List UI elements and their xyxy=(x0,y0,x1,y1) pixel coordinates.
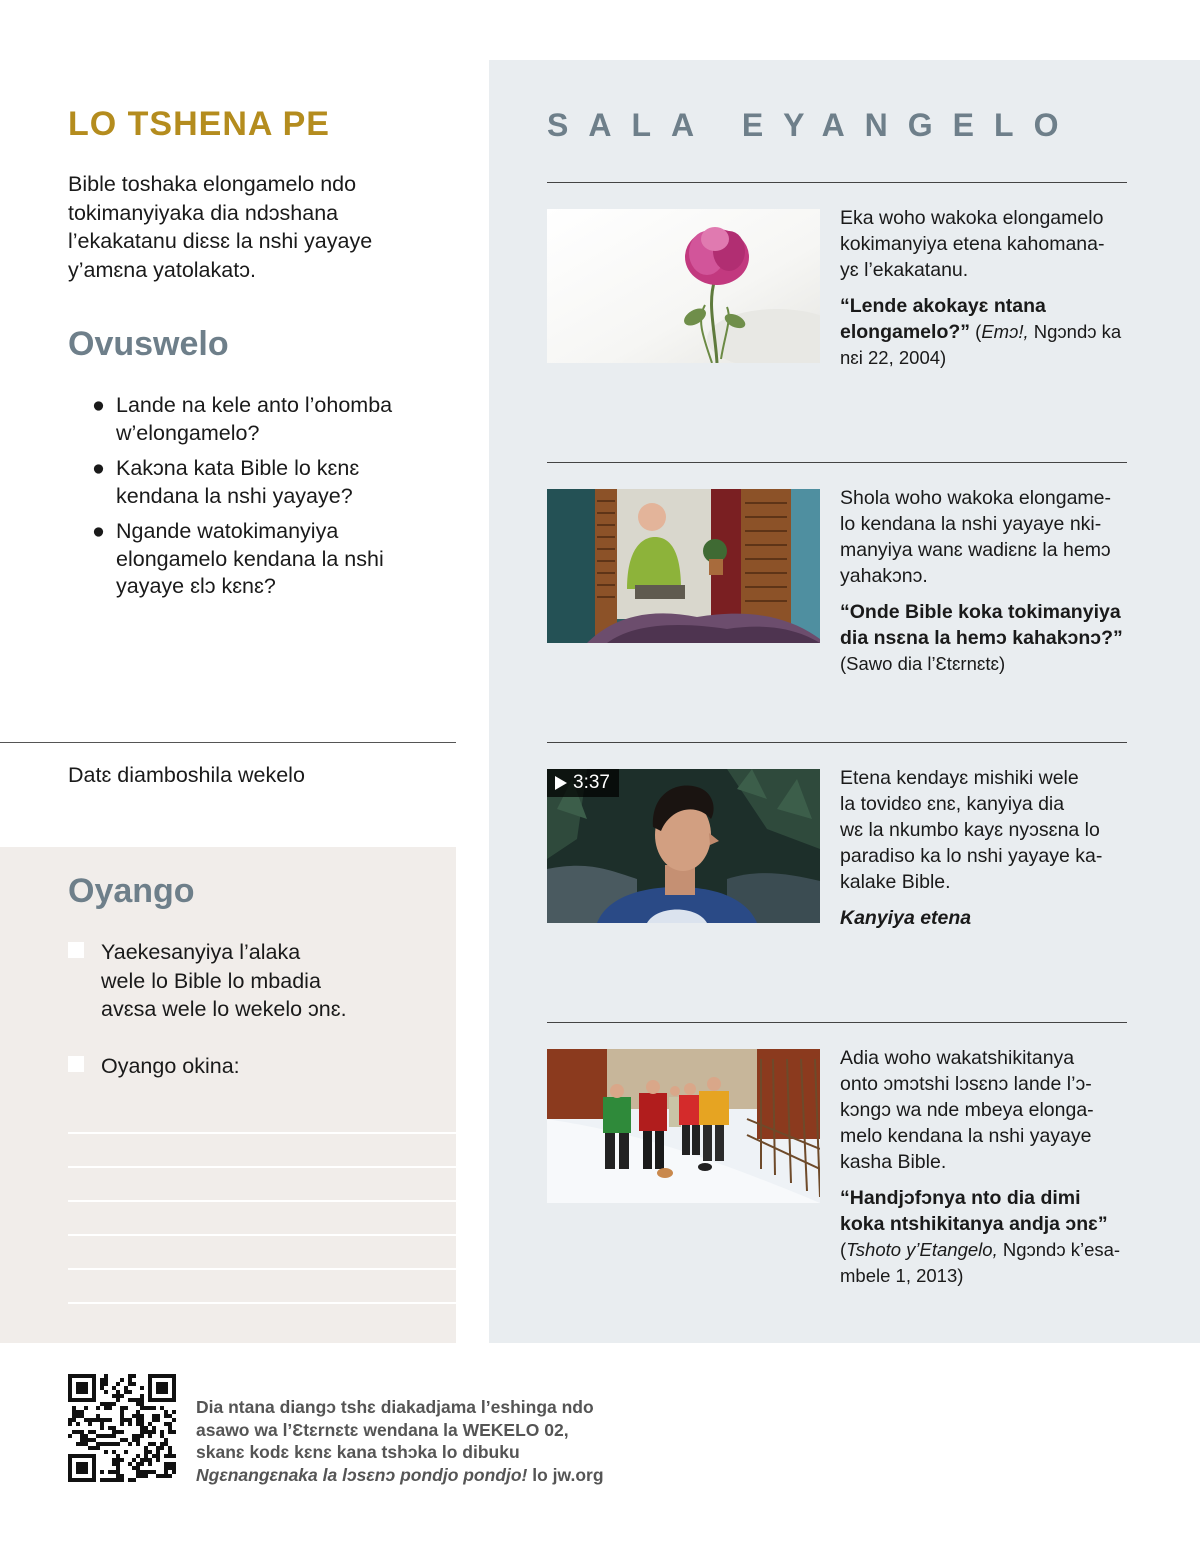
explore-title: SALA EYANGELO xyxy=(547,107,1079,143)
question-item: ● Kakɔna kata Bible lo kɛnɛ kendana la nshi yayaye? xyxy=(92,456,360,508)
question-item: ● Ngande watokimanyiya elongamelo kendana la nshi yayaye ɛlɔ kɛnɛ? xyxy=(92,519,384,598)
writing-line[interactable] xyxy=(68,1302,456,1304)
article-link[interactable]: “Handjɔfɔnya nto dia dimi koka ntshikitanya andja ɔnɛ” (Tshoto y’Etangelo, Ngɔndɔ k’esa- mbele 1, 2013) xyxy=(840,1187,1121,1286)
divider xyxy=(547,742,1127,743)
man-window-photo[interactable] xyxy=(547,489,820,643)
jw-org-link[interactable]: Ngɛnangɛnaka la lɔsɛnɔ pondjo pondjo! lo jw.org xyxy=(196,1465,604,1486)
goal-checkbox[interactable] xyxy=(68,1056,84,1072)
goal-item: Yaekesanyiya l’alaka wele lo Bible lo mbadia avɛsa wele lo wekelo ɔnɛ. xyxy=(68,938,398,1028)
qr-code-icon[interactable] xyxy=(68,1374,176,1482)
goal-checkbox[interactable] xyxy=(68,942,84,958)
article-link[interactable]: “Onde Bible koka tokimanyiya dia nsɛna la hemɔ kahakɔnɔ?” (Sawo dia l’Ɛtɛrnɛtɛ) xyxy=(840,601,1123,674)
divider xyxy=(547,462,1127,463)
writing-line[interactable] xyxy=(68,1132,456,1134)
video-man-photo[interactable] xyxy=(547,769,820,923)
item-description: Shola woho wakoka elongame- lo kendana la nshi yayaye nki- manyiya wanɛ wadiɛnɛ la hemɔ yahakɔnɔ. xyxy=(840,487,1112,587)
summary-text: Bible toshaka elongamelo ndo tokimanyiyaka dia ndɔshana l’ekakatanu diɛsɛ la nshi yayaye y’amɛna yatolakatɔ. xyxy=(68,172,373,282)
explore-item xyxy=(840,485,1130,677)
goal-item: Oyango okina: xyxy=(68,1052,398,1082)
goals-title: Oyango xyxy=(68,872,195,910)
date-label: Datɛ diamboshila wekelo xyxy=(68,763,305,787)
item-description: Eka woho wakoka elongamelo kokimanyiya etena kahomana- yɛ l’ekakatanu. xyxy=(840,207,1105,281)
writing-line[interactable] xyxy=(68,1200,456,1202)
play-icon xyxy=(555,776,567,790)
video-link[interactable]: Kanyiya etena xyxy=(840,907,972,929)
flower-photo[interactable] xyxy=(547,209,820,363)
summary-title: LO TSHENA PE xyxy=(68,105,330,143)
article-link[interactable]: “Lende akokayɛ ntana elongamelo?” (Emɔ!, Ngɔndɔ ka nɛi 22, 2004) xyxy=(840,295,1122,368)
explore-item xyxy=(840,1045,1130,1289)
bullet-icon: ● xyxy=(92,456,105,480)
explore-item xyxy=(840,765,1130,931)
writing-line[interactable] xyxy=(68,1234,456,1236)
writing-line[interactable] xyxy=(68,1268,456,1270)
question-item: ● Lande na kele anto l’ohomba w’elongamelo? xyxy=(92,393,393,445)
divider xyxy=(547,1022,1127,1023)
family-snow-photo[interactable] xyxy=(547,1049,820,1203)
video-duration-badge: 3:37 xyxy=(547,769,619,797)
divider xyxy=(0,742,456,743)
item-description: Adia woho wakatshikitanya onto ɔmɔtshi lɔsɛnɔ lande l’ɔ- kɔngɔ wa nde mbeya elonga- melo kendana la nshi yayaye kasha Bible. xyxy=(840,1047,1094,1173)
item-description: Etena kendayɛ mishiki wele la tovidɛo ɛnɛ, kanyiya dia wɛ la nkumbo kayɛ nyɔsɛna lo paradiso ka lo nshi yayaye ka- kalake Bible. xyxy=(840,767,1103,893)
writing-line[interactable] xyxy=(68,1166,456,1168)
explore-item xyxy=(840,205,1130,371)
questions-list xyxy=(90,392,435,609)
footer-note: Dia ntana diangɔ tshɛ diakadjama l’eshinga ndo asawo wa l’Ɛtɛrnɛtɛ wendana la WEKELO 02, skanɛ kodɛ kɛnɛ kana tshɔka lo dibuku Ngɛnangɛnaka la lɔsɛnɔ pondjo pondjo! lo jw.org xyxy=(196,1396,676,1487)
bullet-icon: ● xyxy=(92,519,105,543)
questions-title: Ovuswelo xyxy=(68,325,229,363)
bullet-icon: ● xyxy=(92,393,105,417)
divider xyxy=(547,182,1127,183)
